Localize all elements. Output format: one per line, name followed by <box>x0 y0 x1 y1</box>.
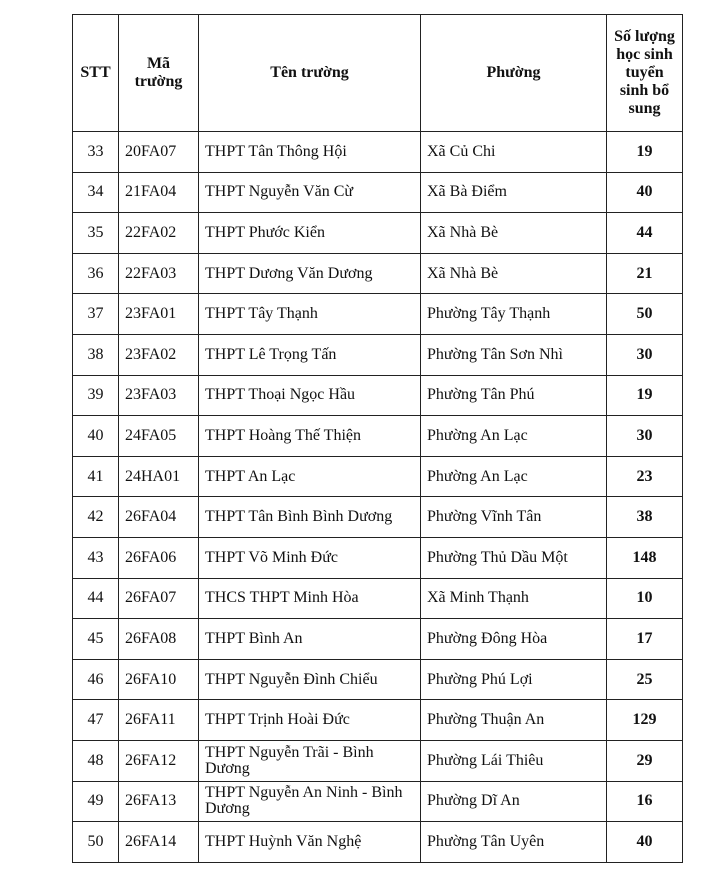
cell-school-name: THPT Tân Thông Hội <box>199 132 421 173</box>
table-row <box>73 619 683 660</box>
header-student-count: Số lượng học sinh tuyển sinh bổ sung <box>607 15 683 132</box>
header-stt: STT <box>73 15 119 132</box>
cell-stt: 45 <box>73 619 119 660</box>
cell-ward: Phường Thuận An <box>421 700 607 741</box>
table-row <box>73 740 683 781</box>
cell-stt: 37 <box>73 294 119 335</box>
cell-stt: 38 <box>73 334 119 375</box>
cell-student-count: 40 <box>607 822 683 863</box>
cell-stt: 49 <box>73 781 119 822</box>
table-row <box>73 213 683 254</box>
cell-school-code: 26FA04 <box>119 497 199 538</box>
table-row <box>73 659 683 700</box>
cell-school-name: THPT Tân Bình Bình Dương <box>199 497 421 538</box>
table-row <box>73 253 683 294</box>
cell-student-count: 25 <box>607 659 683 700</box>
cell-school-code: 26FA13 <box>119 781 199 822</box>
cell-school-code: 23FA03 <box>119 375 199 416</box>
table-body <box>73 132 683 863</box>
cell-school-name: THPT Nguyễn Trãi - Bình Dương <box>199 740 421 781</box>
header-school-name: Tên trường <box>199 15 421 132</box>
cell-ward: Phường Dĩ An <box>421 781 607 822</box>
cell-school-name: THPT Lê Trọng Tấn <box>199 334 421 375</box>
table-row <box>73 132 683 173</box>
cell-student-count: 17 <box>607 619 683 660</box>
table-row <box>73 578 683 619</box>
cell-school-code: 26FA07 <box>119 578 199 619</box>
cell-school-code: 23FA01 <box>119 294 199 335</box>
cell-school-code: 26FA14 <box>119 822 199 863</box>
cell-school-name: THPT An Lạc <box>199 456 421 497</box>
cell-student-count: 30 <box>607 334 683 375</box>
cell-school-name: THPT Hoàng Thế Thiện <box>199 416 421 457</box>
cell-school-name: THPT Bình An <box>199 619 421 660</box>
cell-stt: 39 <box>73 375 119 416</box>
cell-ward: Phường Tân Uyên <box>421 822 607 863</box>
cell-school-code: 26FA11 <box>119 700 199 741</box>
cell-school-name: THPT Nguyễn An Ninh - Bình Dương <box>199 781 421 822</box>
cell-ward: Phường Thủ Dầu Một <box>421 537 607 578</box>
cell-stt: 35 <box>73 213 119 254</box>
table-row <box>73 456 683 497</box>
table-row <box>73 172 683 213</box>
table-header <box>73 15 683 132</box>
cell-ward: Xã Nhà Bè <box>421 213 607 254</box>
cell-student-count: 40 <box>607 172 683 213</box>
cell-school-name: THPT Trịnh Hoài Đức <box>199 700 421 741</box>
cell-school-name: THCS THPT Minh Hòa <box>199 578 421 619</box>
cell-school-code: 22FA02 <box>119 213 199 254</box>
header-school-code: Mã trường <box>119 15 199 132</box>
cell-student-count: 19 <box>607 375 683 416</box>
cell-school-code: 22FA03 <box>119 253 199 294</box>
table-row <box>73 497 683 538</box>
cell-school-name: THPT Nguyễn Văn Cừ <box>199 172 421 213</box>
cell-student-count: 10 <box>607 578 683 619</box>
table-row <box>73 294 683 335</box>
header-row <box>73 15 683 132</box>
cell-stt: 47 <box>73 700 119 741</box>
header-ward: Phường <box>421 15 607 132</box>
cell-school-code: 26FA08 <box>119 619 199 660</box>
cell-school-code: 26FA12 <box>119 740 199 781</box>
cell-student-count: 19 <box>607 132 683 173</box>
cell-school-code: 23FA02 <box>119 334 199 375</box>
cell-school-name: THPT Nguyễn Đình Chiểu <box>199 659 421 700</box>
cell-student-count: 16 <box>607 781 683 822</box>
cell-stt: 44 <box>73 578 119 619</box>
cell-ward: Xã Minh Thạnh <box>421 578 607 619</box>
cell-stt: 34 <box>73 172 119 213</box>
cell-ward: Phường Vĩnh Tân <box>421 497 607 538</box>
cell-student-count: 44 <box>607 213 683 254</box>
cell-student-count: 21 <box>607 253 683 294</box>
cell-school-name: THPT Thoại Ngọc Hầu <box>199 375 421 416</box>
table-row <box>73 375 683 416</box>
cell-school-code: 26FA10 <box>119 659 199 700</box>
cell-stt: 36 <box>73 253 119 294</box>
cell-student-count: 129 <box>607 700 683 741</box>
cell-ward: Phường Tân Phú <box>421 375 607 416</box>
cell-student-count: 38 <box>607 497 683 538</box>
cell-stt: 40 <box>73 416 119 457</box>
cell-school-code: 24HA01 <box>119 456 199 497</box>
cell-school-code: 21FA04 <box>119 172 199 213</box>
cell-student-count: 23 <box>607 456 683 497</box>
cell-ward: Phường An Lạc <box>421 416 607 457</box>
cell-ward: Phường Đông Hòa <box>421 619 607 660</box>
cell-stt: 42 <box>73 497 119 538</box>
cell-school-code: 20FA07 <box>119 132 199 173</box>
table-row <box>73 700 683 741</box>
table-row <box>73 537 683 578</box>
cell-stt: 50 <box>73 822 119 863</box>
cell-student-count: 148 <box>607 537 683 578</box>
table-row <box>73 416 683 457</box>
cell-school-code: 26FA06 <box>119 537 199 578</box>
table-row <box>73 822 683 863</box>
cell-ward: Phường Tân Sơn Nhì <box>421 334 607 375</box>
cell-school-name: THPT Huỳnh Văn Nghệ <box>199 822 421 863</box>
cell-student-count: 50 <box>607 294 683 335</box>
cell-student-count: 29 <box>607 740 683 781</box>
cell-ward: Xã Bà Điểm <box>421 172 607 213</box>
cell-school-name: THPT Võ Minh Đức <box>199 537 421 578</box>
cell-school-name: THPT Dương Văn Dương <box>199 253 421 294</box>
cell-ward: Phường Lái Thiêu <box>421 740 607 781</box>
admission-table <box>72 14 683 863</box>
cell-school-code: 24FA05 <box>119 416 199 457</box>
cell-school-name: THPT Tây Thạnh <box>199 294 421 335</box>
table-row <box>73 334 683 375</box>
cell-stt: 41 <box>73 456 119 497</box>
cell-stt: 48 <box>73 740 119 781</box>
cell-ward: Phường Tây Thạnh <box>421 294 607 335</box>
cell-ward: Xã Nhà Bè <box>421 253 607 294</box>
cell-stt: 33 <box>73 132 119 173</box>
cell-ward: Xã Củ Chi <box>421 132 607 173</box>
cell-student-count: 30 <box>607 416 683 457</box>
cell-stt: 43 <box>73 537 119 578</box>
cell-ward: Phường Phú Lợi <box>421 659 607 700</box>
cell-school-name: THPT Phước Kiển <box>199 213 421 254</box>
table-row <box>73 781 683 822</box>
cell-stt: 46 <box>73 659 119 700</box>
cell-ward: Phường An Lạc <box>421 456 607 497</box>
